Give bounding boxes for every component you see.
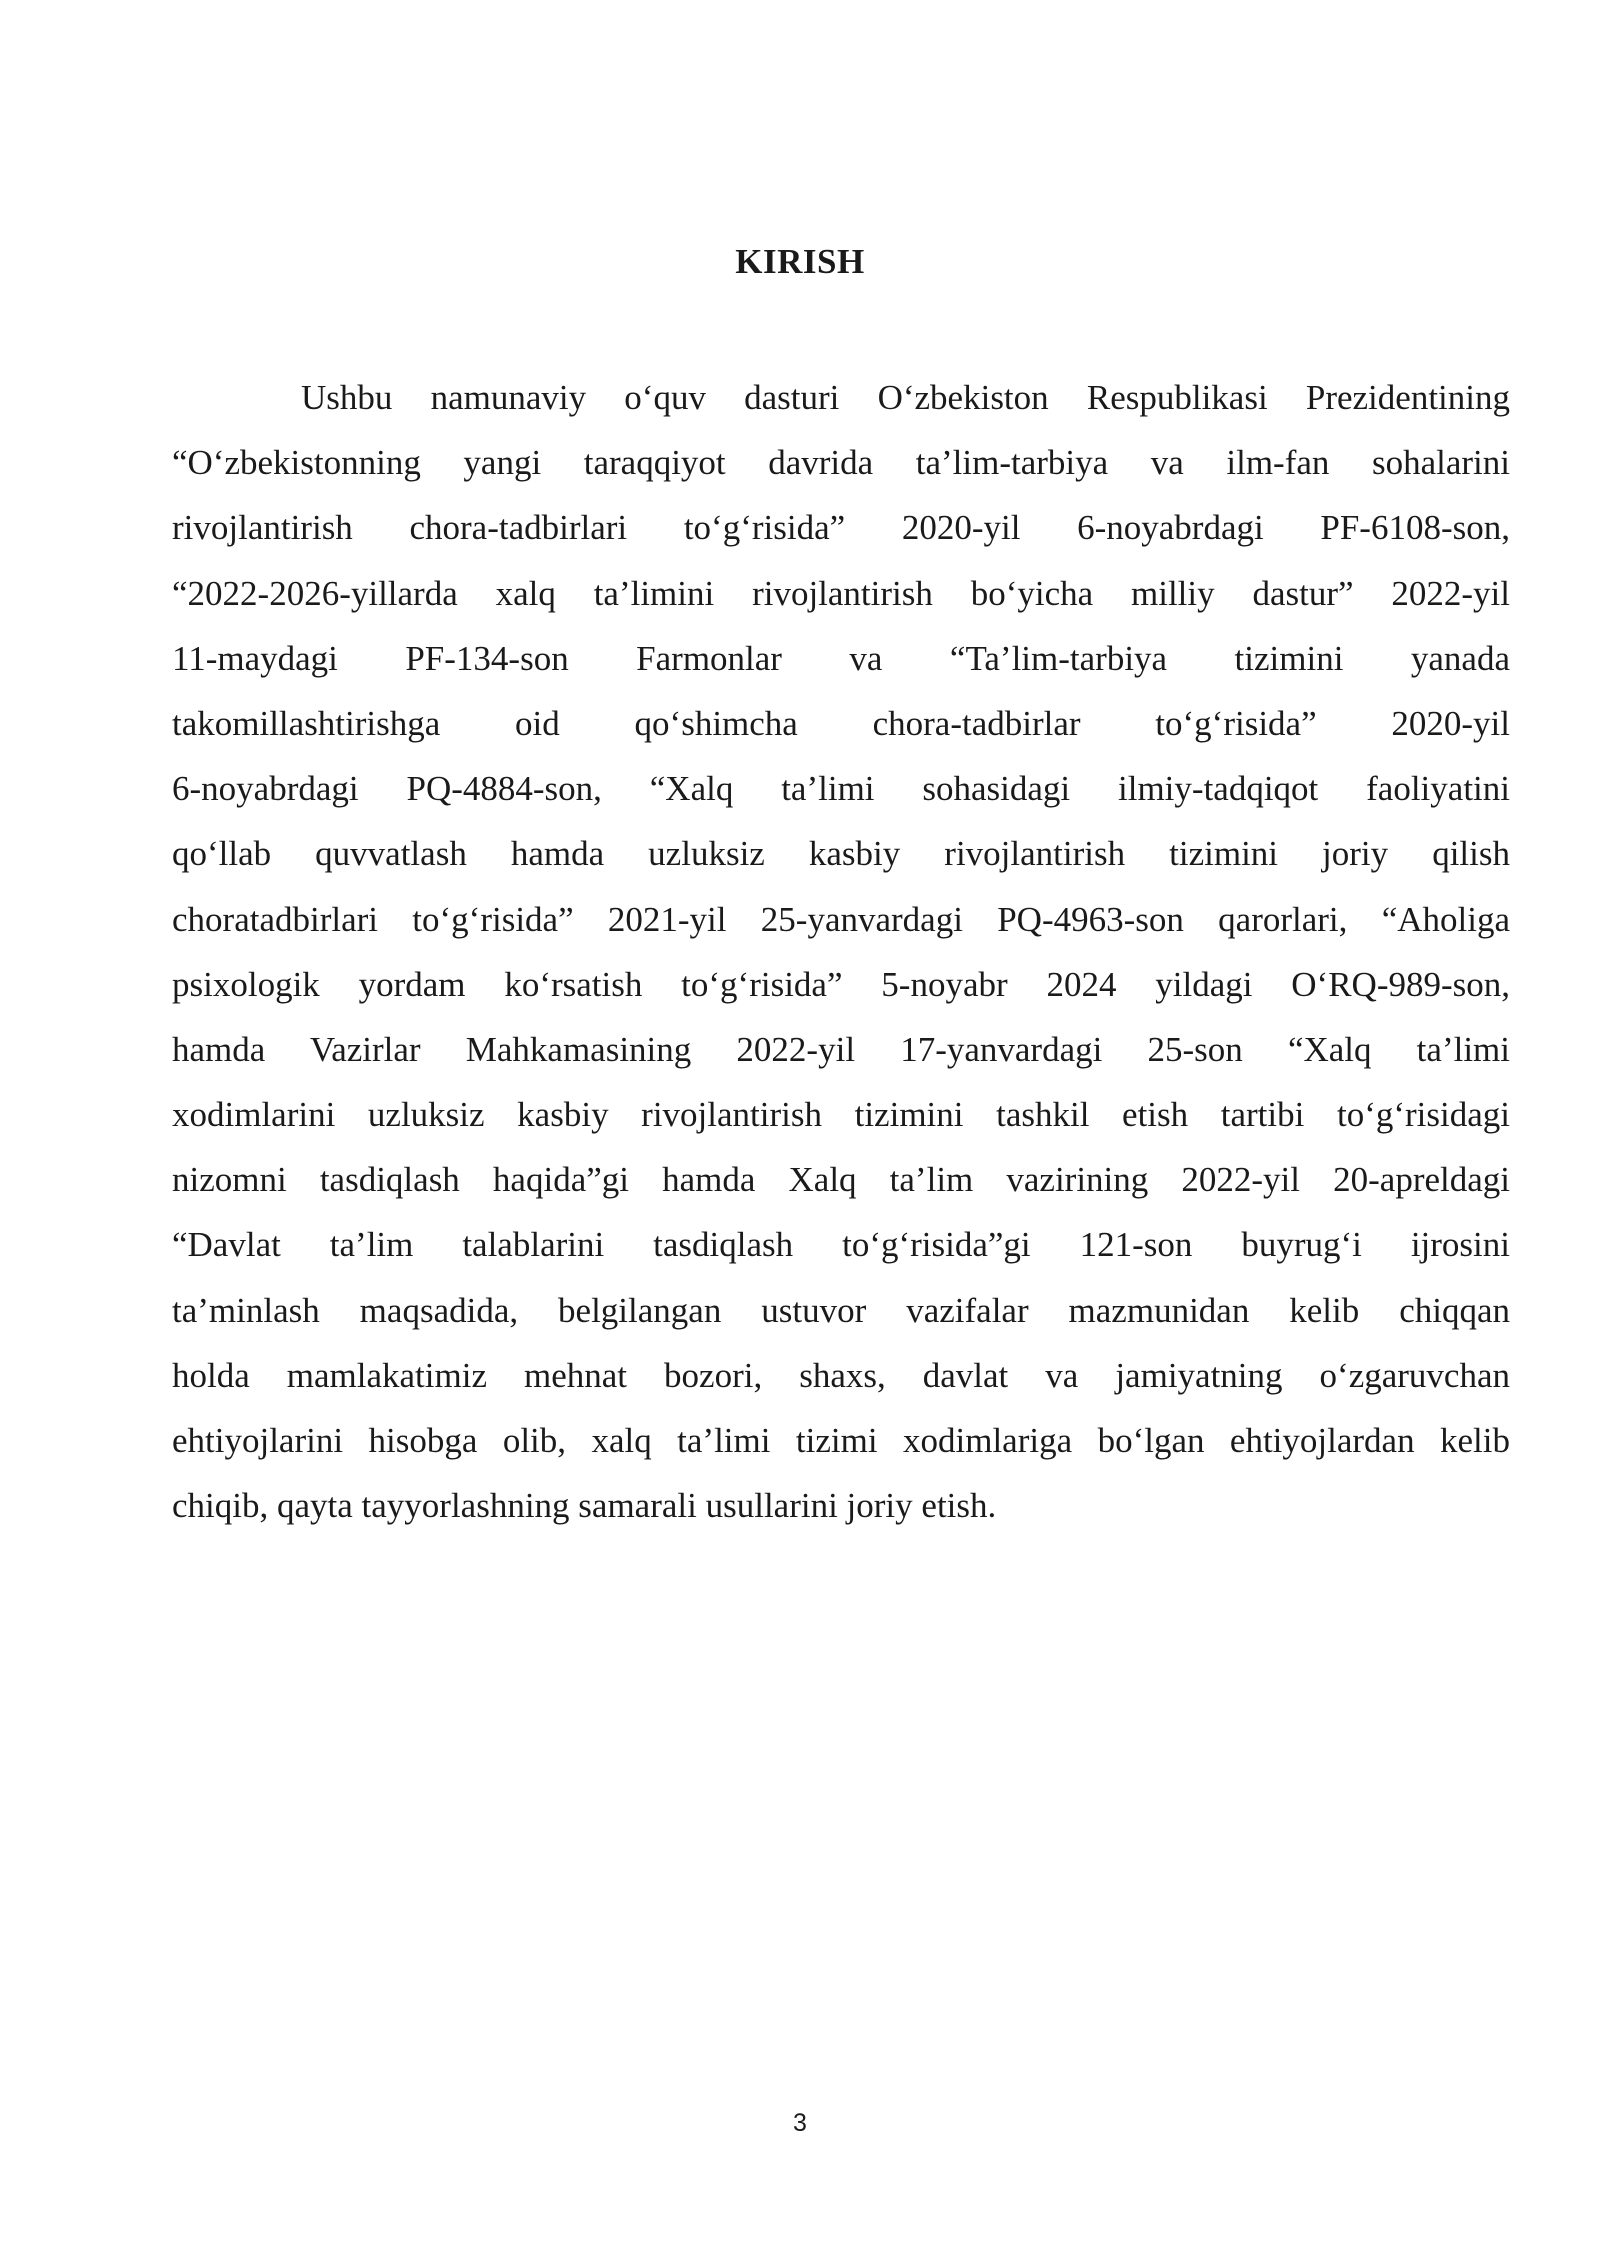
paragraph-line: hamda Vazirlar Mahkamasining 2022-yil 17-yanvardagi 25-son “Xalq ta’limi xyxy=(172,1029,1510,1069)
paragraph-line: qo‘llab quvvatlash hamda uzluksiz kasbiy rivojlantirish tizimini joriy qilish xyxy=(172,834,1510,874)
paragraph-line: ta’minlash maqsadida, belgilangan ustuvor vazifalar mazmunidan kelib chiqqan xyxy=(172,1290,1510,1330)
paragraph-line: takomillashtirishga oid qo‘shimcha chora-tadbirlar to‘g‘risida” 2020-yil xyxy=(172,703,1510,743)
paragraph-line: nizomni tasdiqlash haqida”gi hamda Xalq ta’lim vazirining 2022-yil 20-apreldagi xyxy=(172,1160,1510,1200)
paragraph-line: “O‘zbekistonning yangi taraqqiyot davrida ta’lim-tarbiya va ilm-fan sohalarini xyxy=(172,443,1510,483)
paragraph-line: Ushbu namunaviy o‘quv dasturi O‘zbekiston Respublikasi Prezidentining xyxy=(301,378,1510,417)
paragraph-line: xodimlarini uzluksiz kasbiy rivojlantirish tizimini tashkil etish tartibi to‘g‘risidagi xyxy=(172,1095,1510,1135)
paragraph-line: chiqib, qayta tayyorlashning samarali usullarini joriy etish. xyxy=(172,1486,997,1526)
paragraph-line: choratadbirlari to‘g‘risida” 2021-yil 25-yanvardagi PQ-4963-son qarorlari, “Aholiga xyxy=(172,899,1510,939)
paragraph-line: ehtiyojlarini hisobga olib, xalq ta’limi tizimi xodimlariga bo‘lgan ehtiyojlardan kelib xyxy=(172,1421,1510,1460)
paragraph-line: psixologik yordam ko‘rsatish to‘g‘risida” 5-noyabr 2024 yildagi O‘RQ-989-son, xyxy=(172,964,1510,1004)
paragraph-line: “Davlat ta’lim talablarini tasdiqlash to‘g‘risida”gi 121-son buyrug‘i ijrosini xyxy=(172,1225,1510,1265)
paragraph-line: holda mamlakatimiz mehnat bozori, shaxs, davlat va jamiyatning o‘zgaruvchan xyxy=(172,1355,1510,1395)
page-title: KIRISH xyxy=(735,242,865,281)
page-number: 3 xyxy=(793,2109,807,2137)
paragraph-line: rivojlantirish chora-tadbirlari to‘g‘risida” 2020-yil 6-noyabrdagi PF-6108-son, xyxy=(172,508,1510,548)
intro-paragraph xyxy=(172,365,1510,1538)
paragraph-line: “2022-2026-yillarda xalq ta’limini rivojlantirish bo‘yicha milliy dastur” 2022-yil xyxy=(172,573,1510,613)
paragraph-line: 11-maydagi PF-134-son Farmonlar va “Ta’lim-tarbiya tizimini yanada xyxy=(172,638,1510,678)
paragraph-line: 6-noyabrdagi PQ-4884-son, “Xalq ta’limi sohasidagi ilmiy-tadqiqot faoliyatini xyxy=(172,769,1510,809)
